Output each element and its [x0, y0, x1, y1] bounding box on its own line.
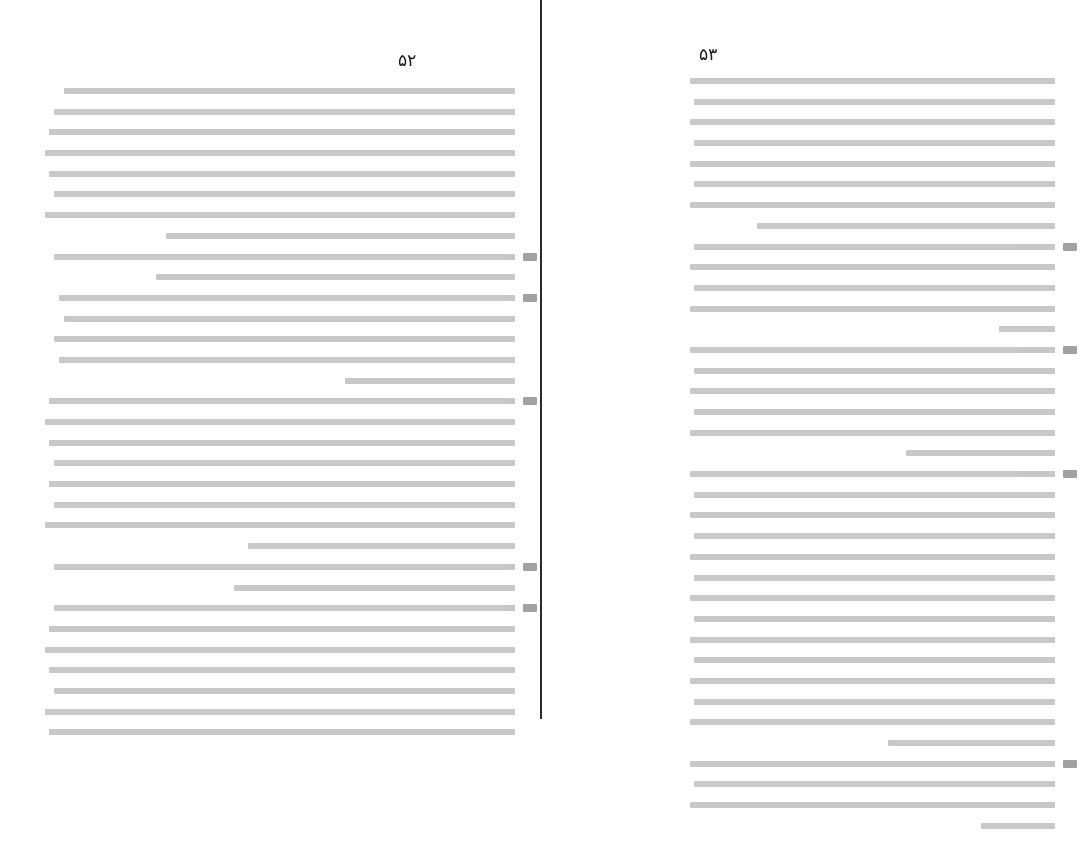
text-line-placeholder [757, 223, 1055, 229]
text-line-placeholder [694, 285, 1055, 291]
text-line-placeholder [694, 368, 1055, 374]
text-line-placeholder [49, 626, 515, 632]
text-line-placeholder [49, 171, 515, 177]
text-paragraph [683, 78, 1055, 229]
text-line-placeholder [45, 709, 515, 715]
text-line-placeholder [49, 481, 515, 487]
text-line-placeholder [694, 181, 1055, 187]
text-line-placeholder [694, 533, 1055, 539]
numbered-entry [30, 605, 515, 735]
text-paragraph [30, 88, 515, 239]
text-line-placeholder [690, 678, 1055, 684]
text-line-placeholder [690, 347, 1055, 353]
text-line-placeholder [981, 823, 1055, 829]
text-line-placeholder [694, 657, 1055, 663]
right-page-text-block [683, 78, 1055, 843]
text-line-placeholder [694, 99, 1055, 105]
text-line-placeholder [45, 419, 515, 425]
text-line-placeholder [54, 254, 515, 260]
text-line-placeholder [694, 409, 1055, 415]
text-line-placeholder [999, 326, 1055, 332]
text-line-placeholder [45, 150, 515, 156]
numbered-entry [683, 761, 1055, 829]
text-line-placeholder [59, 357, 515, 363]
text-line-placeholder [888, 740, 1055, 746]
text-line-placeholder [694, 781, 1055, 787]
text-line-placeholder [690, 554, 1055, 560]
text-line-placeholder [54, 688, 515, 694]
numbered-entry [30, 295, 515, 384]
numbered-entry [30, 398, 515, 549]
left-page-number: ۵۲ [398, 51, 417, 71]
text-line-placeholder [690, 430, 1055, 436]
text-line-placeholder [49, 129, 515, 135]
text-line-placeholder [694, 699, 1055, 705]
numbered-entry [683, 244, 1055, 333]
text-line-placeholder [690, 637, 1055, 643]
text-line-placeholder [690, 264, 1055, 270]
text-line-placeholder [690, 761, 1055, 767]
text-line-placeholder [45, 647, 515, 653]
text-line-placeholder [690, 161, 1055, 167]
right-page-number: ۵۳ [699, 45, 718, 65]
text-line-placeholder [49, 440, 515, 446]
text-line-placeholder [54, 191, 515, 197]
text-line-placeholder [690, 719, 1055, 725]
text-line-placeholder [345, 378, 515, 384]
text-line-placeholder [690, 595, 1055, 601]
text-line-placeholder [694, 492, 1055, 498]
text-line-placeholder [45, 212, 515, 218]
numbered-entry [683, 347, 1055, 456]
text-line-placeholder [690, 78, 1055, 84]
text-line-placeholder [690, 202, 1055, 208]
text-line-placeholder [49, 729, 515, 735]
text-line-placeholder [690, 119, 1055, 125]
text-line-placeholder [54, 336, 515, 342]
text-line-placeholder [234, 585, 515, 591]
text-line-placeholder [54, 460, 515, 466]
text-line-placeholder [54, 605, 515, 611]
text-line-placeholder [45, 522, 515, 528]
text-line-placeholder [690, 512, 1055, 518]
text-line-placeholder [690, 388, 1055, 394]
text-line-placeholder [690, 306, 1055, 312]
left-page [0, 0, 541, 719]
text-line-placeholder [49, 398, 515, 404]
text-line-placeholder [54, 502, 515, 508]
text-line-placeholder [64, 88, 515, 94]
numbered-entry [683, 471, 1055, 746]
right-page [541, 0, 1082, 719]
left-page-text-block [30, 88, 515, 750]
text-line-placeholder [166, 233, 515, 239]
text-line-placeholder [694, 575, 1055, 581]
text-line-placeholder [906, 450, 1055, 456]
text-line-placeholder [59, 295, 515, 301]
numbered-entry [30, 564, 515, 591]
text-line-placeholder [694, 616, 1055, 622]
text-line-placeholder [156, 274, 515, 280]
text-line-placeholder [49, 667, 515, 673]
text-line-placeholder [690, 471, 1055, 477]
text-line-placeholder [248, 543, 515, 549]
numbered-entry [30, 254, 515, 281]
text-line-placeholder [690, 802, 1055, 808]
text-line-placeholder [54, 109, 515, 115]
text-line-placeholder [694, 140, 1055, 146]
text-line-placeholder [64, 316, 515, 322]
text-line-placeholder [694, 244, 1055, 250]
text-line-placeholder [54, 564, 515, 570]
